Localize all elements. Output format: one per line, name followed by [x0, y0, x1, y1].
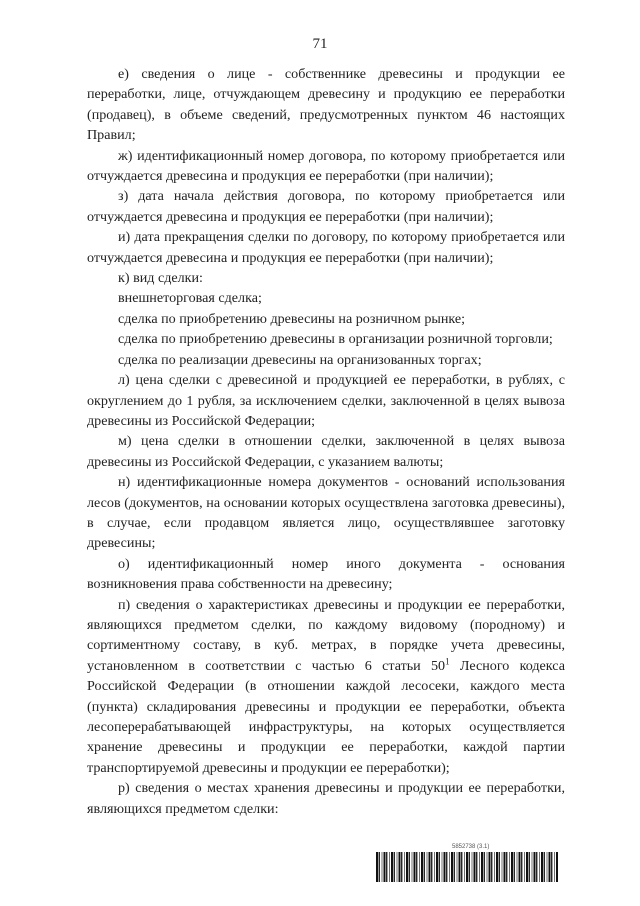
document-code: 5852738 (3.1)	[452, 844, 490, 850]
deal-type-retail-organization: сделка по приобретению древесины в организации розничной торговли;	[118, 331, 553, 348]
paragraph-o: о) идентификационный номер иного документа - основания возникновения права собственности на древесину;	[87, 555, 565, 593]
paragraph-i: и) дата прекращения сделки по договору, по которому приобретается или отчуждается древесина и продукция ее переработки (при наличии);	[87, 229, 565, 266]
superscript-1: 1	[445, 656, 450, 667]
paragraph-p-part2: Лесного кодекса Российской Федерации (в отношении каждой лесосеки, каждого места (пункта) складирования древесины и продукции ее переработки, объекта лесоперерабатывающей инфраструктуры, на которых осуществляется хранение древесины и продукции ее переработки, каждой партии транспортируемой древесины и продукции ее переработки);	[87, 657, 565, 776]
paragraph-k: к) вид сделки:	[118, 270, 203, 287]
paragraph-zh: ж) идентификационный номер договора, по которому приобретается или отчуждается древесина и продукция ее переработки (при наличии);	[87, 147, 565, 185]
document-body	[87, 64, 565, 819]
deal-type-organized-auction: сделка по реализации древесины на организованных торгах;	[118, 351, 482, 368]
paragraph-p-part1: п) сведения о характеристиках древесины и продукции ее переработки, являющихся предметом сделки, по каждому видовому (породному) и сортиментному составу, в куб. метрах, в порядке учета древесины, установленном в соответствии с частью 6 статьи 50	[87, 596, 565, 674]
paragraph-l: л) цена сделки с древесиной и продукцией ее переработки, в рублях, с округлением до 1 рубля, за исключением сделки, заключенной в целях вывоза древесины из Российской Федерации;	[87, 372, 565, 429]
paragraph-e: е) сведения о лице - собственнике древесины и продукции ее переработки, лице, отчуждающем древесину и продукцию ее переработки (продавец), в объеме сведений, предусмотренных пунктом 46 настоящих Правил;	[87, 66, 565, 144]
paragraph-p	[87, 595, 565, 779]
deal-type-foreign-trade: внешнеторговая сделка;	[118, 290, 262, 307]
paragraph-r: р) сведения о местах хранения древесины и продукции ее переработки, являющихся предметом сделки:	[87, 780, 565, 817]
paragraph-n: н) идентификационные номера документов - оснований использования лесов (документов, на основании которых осуществлена заготовка древесины), в случае, если продавцом является лицо, осуществлявшее заготовку древесины;	[87, 474, 565, 552]
paragraph-z: з) дата начала действия договора, по которому приобретается или отчуждается древесина и продукция ее переработки (при наличии);	[87, 188, 565, 225]
paragraph-m: м) цена сделки в отношении сделки, заключенной в целях вывоза древесины из Российской Федерации, с указанием валюты;	[87, 433, 565, 470]
page-number: 71	[312, 36, 328, 52]
barcode-image	[376, 852, 558, 882]
deal-type-retail-market: сделка по приобретению древесины на розничном рынке;	[118, 310, 466, 327]
